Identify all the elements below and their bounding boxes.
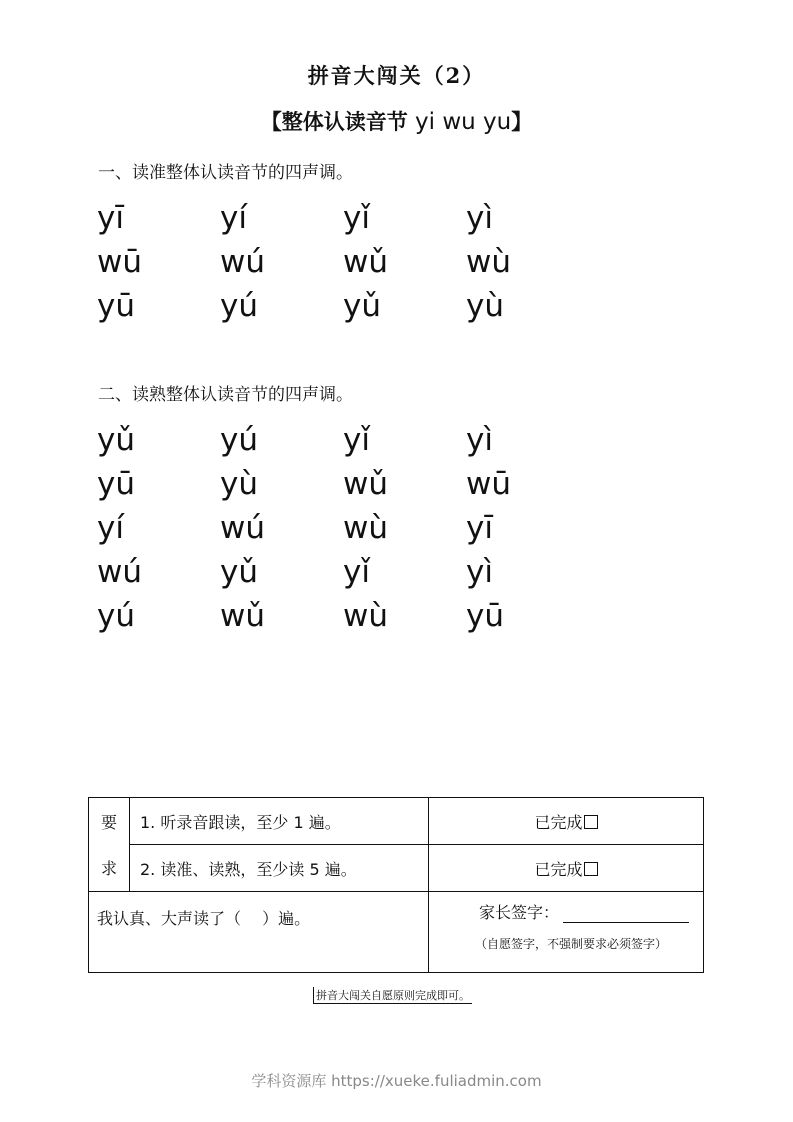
syllable: yù xyxy=(220,466,258,502)
syllable: wù xyxy=(343,510,389,546)
syllable: yì xyxy=(466,422,493,458)
section1-grid xyxy=(97,196,589,328)
syllable: yú xyxy=(97,598,135,634)
syllable: yǐ xyxy=(343,554,370,590)
syllable: yù xyxy=(466,288,504,324)
syllable: wǔ xyxy=(220,598,266,634)
syllable: yǔ xyxy=(97,422,135,458)
done-checkbox[interactable] xyxy=(584,815,598,829)
read-count-text: 我认真、大声读了（ ）遍。 xyxy=(97,909,311,928)
syllable: wǔ xyxy=(343,244,389,280)
syllable: wú xyxy=(220,510,266,546)
syllable: yí xyxy=(220,200,247,236)
subtitle-suffix: 】 xyxy=(511,109,533,134)
requirement-row xyxy=(89,798,704,845)
section2-grid xyxy=(97,418,589,638)
parent-sign-field[interactable] xyxy=(563,904,689,923)
requirement-text: 2. 读准、读熟，至少读 5 遍。 xyxy=(130,845,429,892)
syllable: wú xyxy=(220,244,266,280)
page-title: 拼音大闯关（2） xyxy=(307,63,486,88)
requirements-table xyxy=(88,797,704,973)
syllable: yī xyxy=(97,200,124,236)
syllable: yǐ xyxy=(343,422,370,458)
syllable: yū xyxy=(97,288,135,324)
syllable: yǔ xyxy=(220,554,258,590)
requirement-text: 1. 听录音跟读，至少 1 遍。 xyxy=(130,798,429,845)
requirement-status xyxy=(429,798,704,845)
section2-heading: 二、读熟整体认读音节的四声调。 xyxy=(98,385,353,405)
syllable: yì xyxy=(466,554,493,590)
syllable: wù xyxy=(466,244,512,280)
signature-row xyxy=(89,892,704,973)
syllable: wū xyxy=(466,466,512,502)
section1-heading: 一、读准整体认读音节的四声调。 xyxy=(98,163,353,183)
syllable: wū xyxy=(97,244,143,280)
subtitle-prefix: 【整体认读音节 xyxy=(260,109,416,134)
syllable: yǔ xyxy=(343,288,381,324)
subtitle xyxy=(0,106,793,136)
syllable: yū xyxy=(466,598,504,634)
syllable: yí xyxy=(97,510,124,546)
subtitle-pinyin: yi wu yu xyxy=(415,109,512,135)
syllable: yú xyxy=(220,288,258,324)
syllable: yū xyxy=(97,466,135,502)
syllable: wǔ xyxy=(343,466,389,502)
parent-sign-cell xyxy=(429,892,704,973)
status-label: 已完成 xyxy=(534,859,583,879)
status-label: 已完成 xyxy=(534,812,583,832)
syllable: yǐ xyxy=(343,200,370,236)
done-checkbox[interactable] xyxy=(584,862,598,876)
watermark: 学科资源库 https://xueke.fuliadmin.com xyxy=(251,1072,542,1090)
footer-note: 拼音大闯关自愿原则完成即可。 xyxy=(313,987,472,1004)
requirement-status xyxy=(429,845,704,892)
parent-sign-label: 家长签字： xyxy=(479,903,560,922)
requirements-label-top: 要 xyxy=(89,798,130,845)
syllable: wù xyxy=(343,598,389,634)
syllable: yī xyxy=(466,510,493,546)
syllable: yú xyxy=(220,422,258,458)
parent-sign-note: （自愿签字，不强制要求必须签字） xyxy=(475,937,668,951)
read-count-cell xyxy=(89,892,429,973)
requirements-label-bottom: 求 xyxy=(89,845,130,892)
syllable: wú xyxy=(97,554,143,590)
requirement-row xyxy=(89,845,704,892)
syllable: yì xyxy=(466,200,493,236)
